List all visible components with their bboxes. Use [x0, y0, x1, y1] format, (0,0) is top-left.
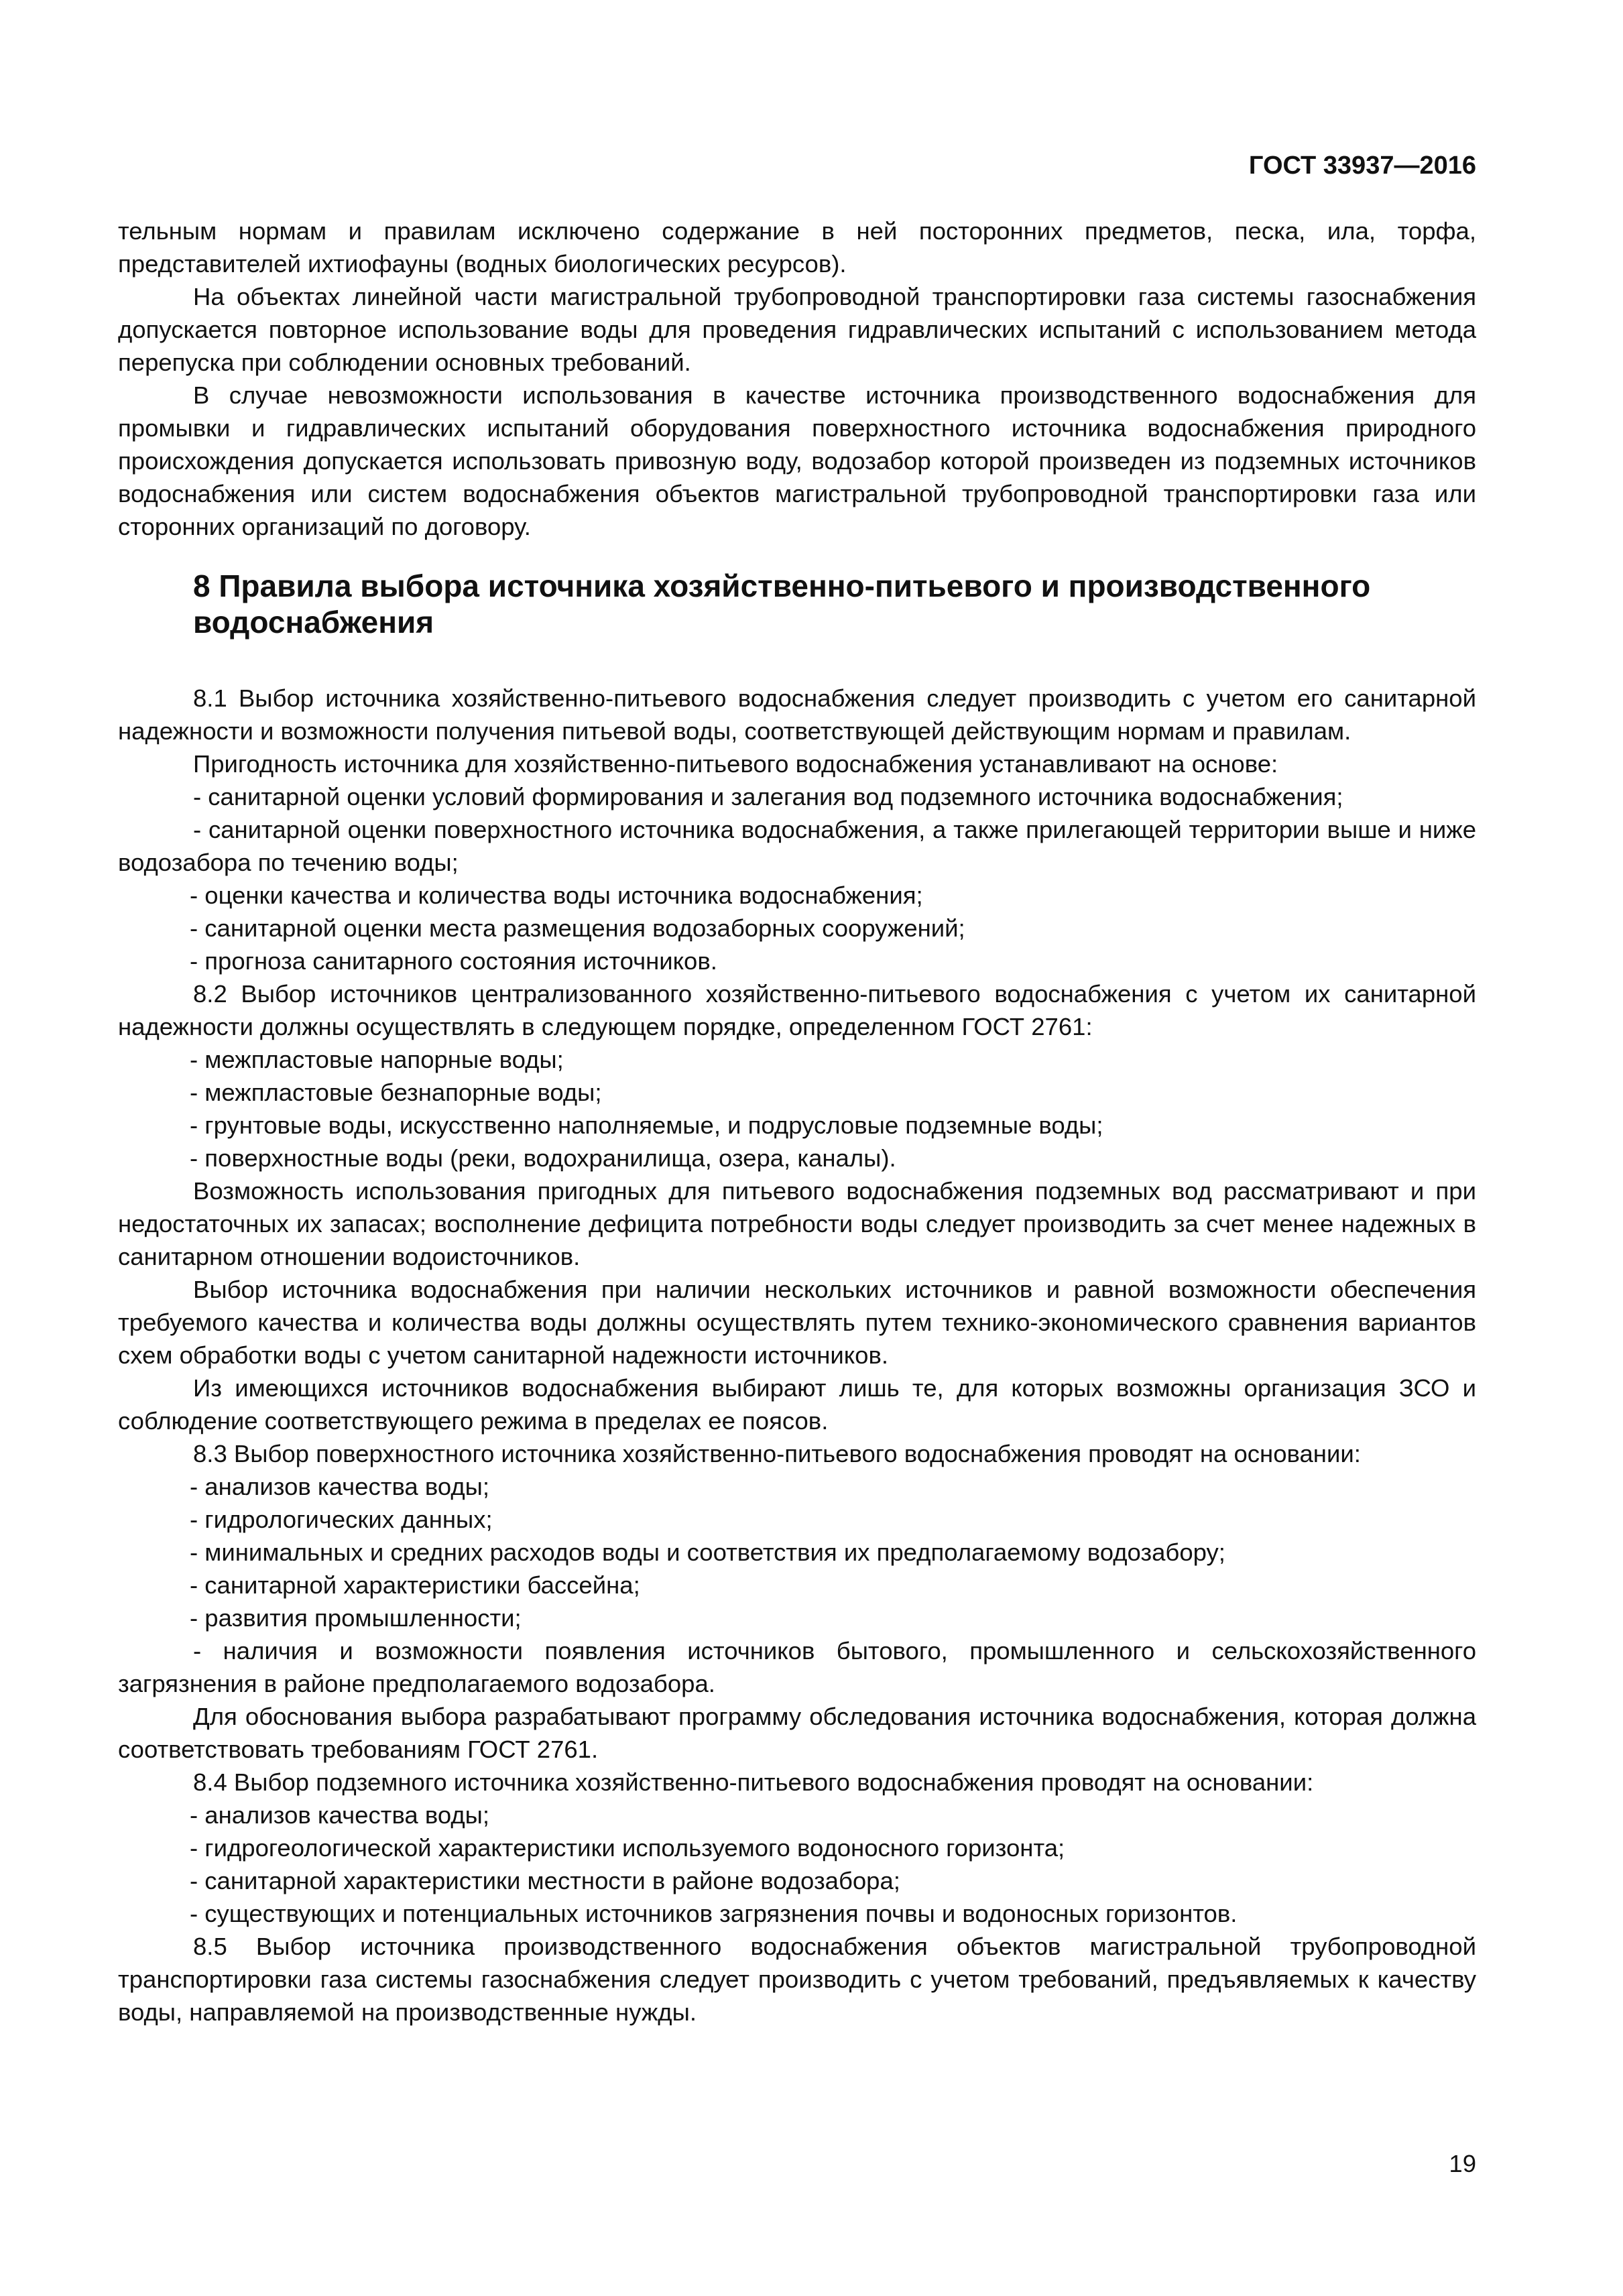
page-body	[118, 215, 1476, 2029]
list-item: - анализов качества воды;	[190, 1473, 490, 1500]
paragraph-8-5: 8.5 Выбор источника производственного водоснабжения объектов магистральной трубопроводной транспортировки газа системы газоснабжения следует производить с учетом требований, предъявляемых к качеству воды, направляемой на производственные нужды.	[118, 1933, 1476, 2026]
paragraph: Из имеющихся источников водоснабжения выбирают лишь те, для которых возможны организация ЗСО и соблюдение соответствующего режима в пределах ее поясов.	[118, 1374, 1476, 1435]
list-item: - минимальных и средних расходов воды и соответствия их предполагаемому водозабору;	[190, 1538, 1225, 1566]
list-item: - грунтовые воды, искусственно наполняемые, и подрусловые подземные воды;	[190, 1111, 1103, 1139]
list-item: - гидрологических данных;	[190, 1506, 493, 1533]
list-item: - межпластовые безнапорные воды;	[190, 1079, 602, 1106]
paragraph-8-3: 8.3 Выбор поверхностного источника хозяйственно-питьевого водоснабжения проводят на основании:	[193, 1440, 1361, 1467]
paragraph: Пригодность источника для хозяйственно-питьевого водоснабжения устанавливают на основе:	[193, 750, 1278, 778]
list-item: - наличия и возможности появления источников бытового, промышленного и сельскохозяйственного загрязнения в районе предполагаемого водозабора.	[118, 1637, 1476, 1697]
paragraph: тельным нормам и правилам исключено содержание в ней посторонних предметов, песка, ила, торфа, представителей ихтиофауны (водных биологических ресурсов).	[118, 217, 1476, 278]
paragraph-8-4: 8.4 Выбор подземного источника хозяйственно-питьевого водоснабжения проводят на основании:	[193, 1768, 1314, 1796]
list-item: - гидрогеологической характеристики используемого водоносного горизонта;	[190, 1834, 1065, 1862]
list-item: - существующих и потенциальных источников загрязнения почвы и водоносных горизонтов.	[190, 1900, 1238, 1927]
list-item: - развития промышленности;	[190, 1604, 522, 1632]
page-number: 19	[1449, 2150, 1476, 2177]
list-item: - поверхностные воды (реки, водохранилища, озера, каналы).	[190, 1144, 896, 1172]
paragraph: Возможность использования пригодных для питьевого водоснабжения подземных вод рассматривают и при недостаточных их запасах; восполнение дефицита потребности воды следует производить за счет менее надежных в санитарном отношении водоисточников.	[118, 1177, 1476, 1270]
paragraph: Выбор источника водоснабжения при наличии нескольких источников и равной возможности обеспечения требуемого качества и количества воды должны осуществлять путем технико-экономического сравнения вариантов схем обработки воды с учетом санитарной надежности источников.	[118, 1276, 1476, 1369]
list-item: - санитарной характеристики бассейна;	[190, 1571, 640, 1599]
paragraph: Для обоснования выбора разрабатывают программу обследования источника водоснабжения, которая должна соответствовать требованиям ГОСТ 2761.	[118, 1703, 1476, 1763]
document-header: ГОСТ 33937—2016	[1248, 152, 1476, 180]
list-item: - санитарной оценки места размещения водозаборных сооружений;	[190, 914, 965, 942]
list-item: - оценки качества и количества воды источника водоснабжения;	[190, 882, 923, 909]
list-item: - межпластовые напорные воды;	[190, 1046, 564, 1073]
section-8-heading: 8 Правила выбора источника хозяйственно-питьевого и производственного водоснабжения	[193, 568, 1371, 640]
list-item: - санитарной характеристики местности в районе водозабора;	[190, 1867, 900, 1894]
list-item: - санитарной оценки условий формирования и залегания вод подземного источника водоснабжения;	[193, 783, 1343, 810]
paragraph-8-1: 8.1 Выбор источника хозяйственно-питьевого водоснабжения следует производить с учетом его санитарной надежности и возможности получения питьевой воды, соответствующей действующим нормам и правилам.	[118, 684, 1476, 745]
list-item: - прогноза санитарного состояния источников.	[190, 947, 717, 975]
paragraph-8-2: 8.2 Выбор источников централизованного хозяйственно-питьевого водоснабжения с учетом их санитарной надежности должны осуществлять в следующем порядке, определенном ГОСТ 2761:	[118, 980, 1476, 1040]
paragraph: В случае невозможности использования в качестве источника производственного водоснабжения для промывки и гидравлических испытаний оборудования поверхностного источника водоснабжения природного происхождения допускается использовать привозную воду, водозабор которой произведен из подземных источников водоснабжения или систем водоснабжения объектов магистральной трубопроводной транспортировки газа или сторонних организаций по договору.	[118, 381, 1476, 540]
list-item: - санитарной оценки поверхностного источника водоснабжения, а также прилегающей территории выше и ниже водозабора по течению воды;	[118, 816, 1476, 876]
paragraph: На объектах линейной части магистральной трубопроводной транспортировки газа системы газоснабжения допускается повторное использование воды для проведения гидравлических испытаний с использованием метода перепуска при соблюдении основных требований.	[118, 283, 1476, 376]
list-item: - анализов качества воды;	[190, 1801, 490, 1829]
